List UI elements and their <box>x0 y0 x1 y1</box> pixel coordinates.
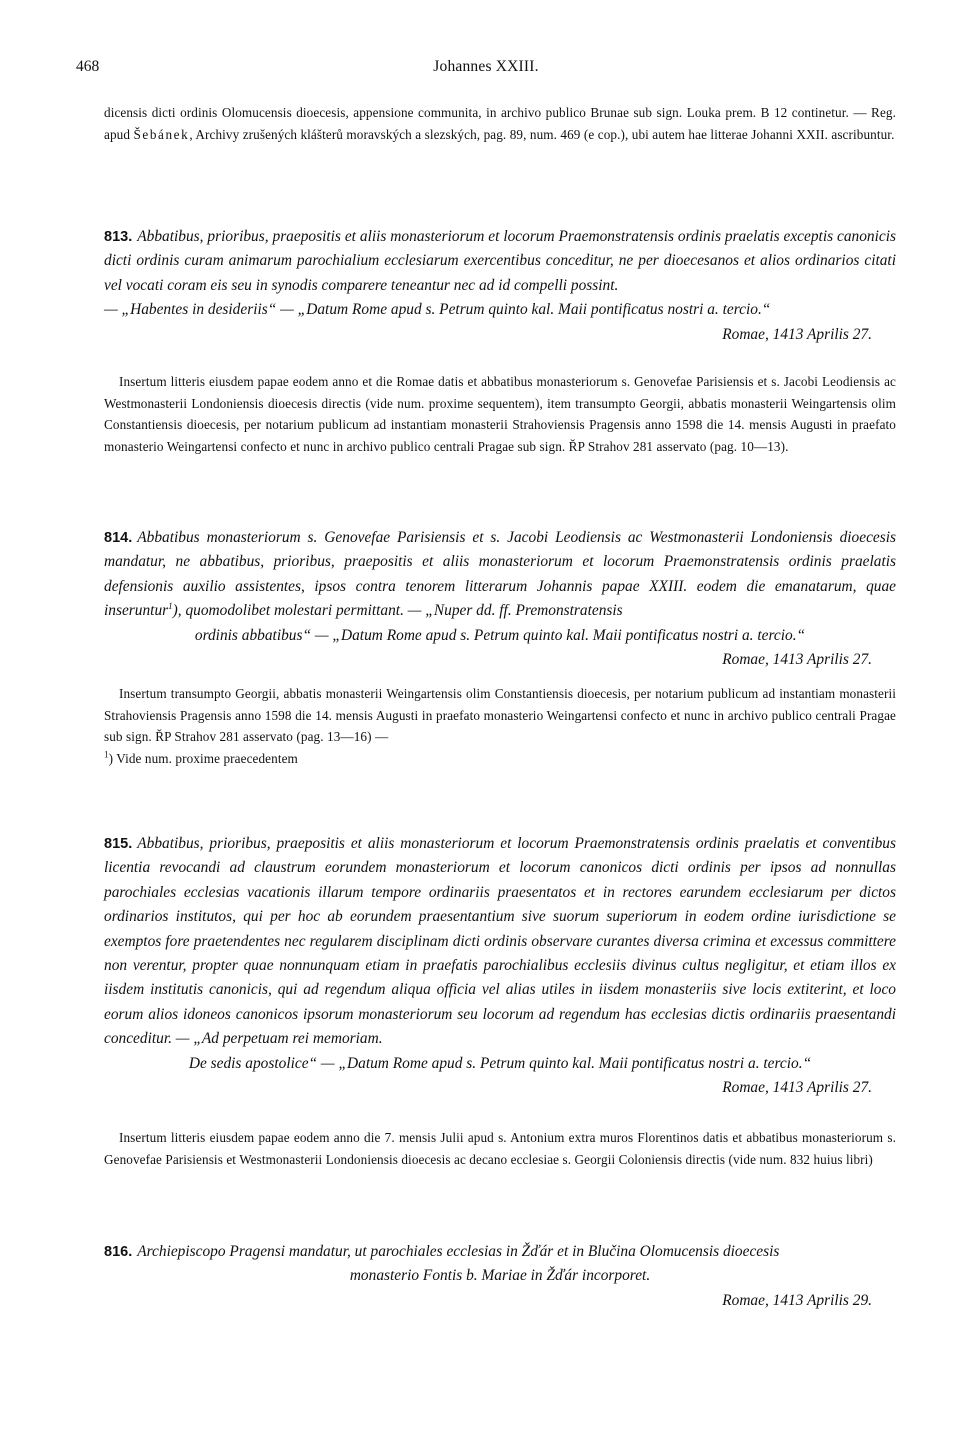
entry-813 <box>104 225 896 347</box>
entry-text-line2: monasterio Fontis b. Mariae in Žďár incorporet. <box>349 1267 651 1285</box>
footnote-reference: 1 <box>168 601 173 612</box>
intro-note-author: Šebánek <box>133 126 190 142</box>
running-head <box>76 58 896 82</box>
entry-date: Romae, 1413 Aprilis 29. <box>722 1291 872 1309</box>
entry-text: Abbatibus, prioribus, praepositis et aliis monasteriorum et locorum Praemonstratensis ordinis praelatis exceptis canonicis dicti ordinis curam animarum parochialium ecclesiarum exercentibus conceditur, ne per dioecesanos et alios ordinarios citati vel vocati coram eis seu in synodis comparere teneantur nec ad id compelli possint. <box>104 228 896 294</box>
entry-number: 813. <box>104 229 133 245</box>
entry-date: Romae, 1413 Aprilis 27. <box>722 325 872 343</box>
entry-note-text: Insertum litteris eiusdem papae eodem anno et die Romae datis et abbatibus monasteriorum s. Genovefae Parisiensis et s. Jacobi Leodiensis ac Westmonasterii Londoniensis dioecesis directis (vide num. proxime sequentem), item transumpto Georgii, abbatis monasterii Weingartensis olim Constantiensis dioecesis, per notarium publicum ad instantiam monasterii Strahoviensis Pragensis anno 1598 die 14. mensis Augusti in praefato monasterio Weingartensi confecto et nunc in archivo publico centrali Pragae sub sign. ŘP Strahov 281 asservato (pag. 10—13). <box>104 374 896 454</box>
entry-text-continued: ), quomodolibet molestari permittant. — „Nuper dd. ff. Premonstratensis <box>172 602 623 620</box>
entry-incipit: ordinis abbatibus“ — „Datum Rome apud s. Petrum quinto kal. Maii pontificatus nostri a. tercio.“ <box>194 626 806 644</box>
entry-814-note <box>104 683 896 769</box>
entry-text: Archiepiscopo Pragensi mandatur, ut parochiales ecclesias in Žďár et in Blučina Olomucensis dioecesis <box>137 1243 780 1260</box>
intro-note-part1: dicensis dicti ordinis Olomucensis dioecesis, appensione communita, in archivo publico Brunae sub sign. Louka prem. B 12 continetur. — Reg. apud <box>104 105 896 142</box>
entry-815-note <box>104 1127 896 1170</box>
entry-815 <box>104 832 896 1100</box>
entry-note-text: Insertum litteris eiusdem papae eodem anno die 7. mensis Julii apud s. Antonium extra muros Florentinos datis et abbatibus monasteriorum s. Genovefae Parisiensis et Westmonasterii Londoniensis dioecesis ac decano ecclesiae s. Georgii Coloniensis directis (vide num. 832 huius libri) <box>104 1130 896 1167</box>
running-title: Johannes XXIII. <box>433 58 539 75</box>
entry-incipit: De sedis apostolice“ — „Datum Rome apud s. Petrum quinto kal. Maii pontificatus nostri a. tercio.“ <box>188 1054 812 1072</box>
intro-note <box>104 102 896 145</box>
entry-number: 815. <box>104 836 133 852</box>
entry-note-text: Insertum transumpto Georgii, abbatis monasterii Weingartensis olim Constantiensis dioecesis, per notarium publicum ad instantiam monasterii Strahoviensis Pragensis anno 1598 die 14. mensis Augusti in praefato monasterio Weingartensi confecto et nunc in archivo publico centrali Pragae sub sign. ŘP Strahov 281 asservato (pag. 13—16) — <box>104 686 896 744</box>
page-number: 468 <box>76 58 100 75</box>
entry-incipit: — „Habentes in desideriis“ — „Datum Rome apud s. Petrum quinto kal. Maii pontificatus nostri a. tercio.“ <box>104 301 771 319</box>
entry-date: Romae, 1413 Aprilis 27. <box>722 651 872 669</box>
entry-text: Abbatibus, prioribus, praepositis et aliis monasteriorum et locorum Praemonstratensis ordinis praelatis et conventibus licentia revocandi ad claustrum eorundem monasteriorum et locorum canonicos dicti ordinis per ipsos ad nonnullas parochiales ecclesias vacationis illarum tempore ordinariis praesentatos et in rectores earundem ecclesiarum per dictos ordinarios institutos, qui per hoc ab eorundem praesentantium sive suorum superiorum in eodem ordine iurisdictione se exemptos fore praetendentes nec regularem disciplinam dicti ordinis observare curantes diversa crimina et excessus committere non verentur, propter quae nonnunquam etiam in praefatis parochialibus ecclesiis divinus cultus negligitur, et etiam illos ex iisdem institutis canonicis, qui ad regendum aliqua officia vel alias utiles in iisdem monasteriis sive locis extiterint, et loco eorum alios idoneos canonicos ipsorum monasteriorum seu locorum ad regendum has ecclesias dictis ordinariis praesentandi conceditur. — „Ad perpetuam rei memoriam. <box>104 835 896 1048</box>
footnote-mark: 1 <box>104 749 109 760</box>
entry-816 <box>104 1240 896 1313</box>
entry-date: Romae, 1413 Aprilis 27. <box>722 1079 872 1097</box>
entry-text: Abbatibus monasteriorum s. Genovefae Parisiensis et s. Jacobi Leodiensis ac Westmonasterii Londoniensis dioecesis mandatur, ne abbatibus, prioribus, praepositis et aliis monasteriorum et locorum Praemonstratensis ordinis praelatis defensionis auxilio assistentes, ipsos contra tenorem litterarum Johannis papae XXIII. eodem die emanatarum, quae inseruntur <box>104 529 896 620</box>
entry-number: 814. <box>104 530 133 546</box>
footnote <box>104 748 896 770</box>
intro-note-part2: , Archivy zrušených klášterů moravských a slezských, pag. 89, num. 469 (e cop.), ubi autem hae litterae Johanni XXII. ascribuntur. <box>189 126 895 142</box>
entry-814 <box>104 526 896 672</box>
entry-813-note <box>104 371 896 457</box>
footnote-text: ) Vide num. proxime praecedentem <box>108 750 298 766</box>
entry-number: 816. <box>104 1244 133 1260</box>
